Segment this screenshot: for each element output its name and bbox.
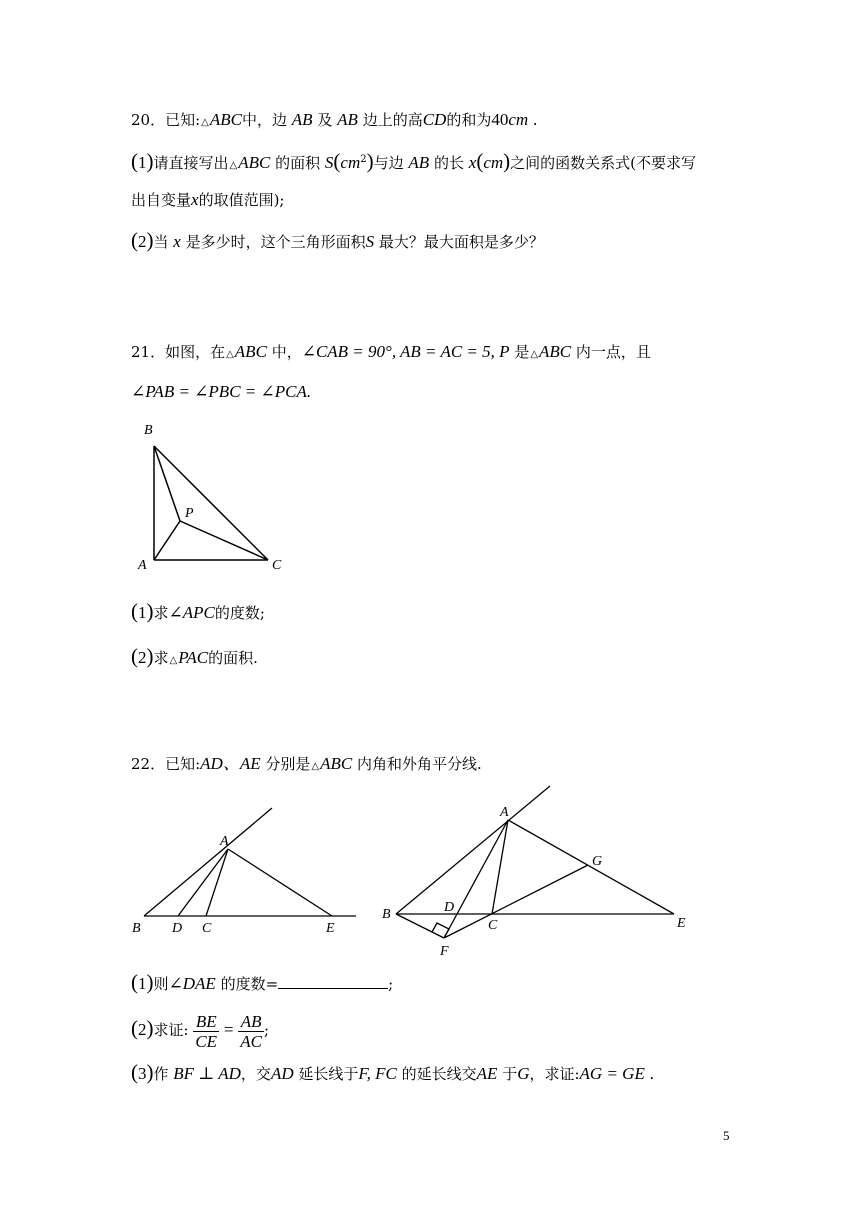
triangle-icon: △	[311, 761, 320, 772]
triangle-icon: △	[229, 160, 238, 171]
triangle-icon: △	[201, 117, 209, 128]
figure-22-right	[380, 784, 700, 959]
fraction-ab-ac: $\frac{AB}{AC}$	[240, 1011, 262, 1051]
segment-ac	[206, 849, 228, 916]
q22-part1: (1)则∠DAE 的度数= ;	[131, 970, 394, 994]
q21-line2: ∠PAB = ∠PBC = ∠PCA.	[131, 382, 312, 401]
segment-ae	[508, 820, 674, 914]
q20-part2: (2)当 x 是多少时，这个三角形面积S 最大？最大面积是多少？	[131, 228, 544, 252]
segment-fg	[444, 865, 588, 938]
answer-blank[interactable]	[278, 974, 388, 989]
label-b: B	[144, 423, 153, 438]
ray-ba-extended	[144, 808, 272, 916]
label-f: F	[440, 944, 449, 959]
figure-22-left	[128, 808, 368, 938]
label-d: D	[172, 921, 183, 936]
segment-bf	[396, 914, 444, 938]
tri-abc: ABC	[209, 110, 242, 129]
q21-part2: (2)求△PAC的面积.	[131, 644, 258, 668]
page-number: 5	[723, 1128, 730, 1143]
triangle-icon: △	[226, 349, 234, 360]
label-b: B	[132, 921, 141, 936]
segment-ad	[178, 849, 228, 916]
label-c: C	[272, 558, 282, 573]
label-b: B	[382, 907, 391, 922]
q22-part3: (3)作 BF ⊥ AD，交AD 延长线于F, FC 的延长线交AE 于G，求证:AG = GE .	[131, 1060, 654, 1084]
q21-stem: 21．如图，在△ABC 中，∠CAB = 90°, AB = AC = 5, P 是△ABC 内一点，且	[131, 342, 651, 361]
fraction-be-ce: $\frac{BE}{CE}$	[195, 1011, 218, 1051]
triangle-icon: △	[530, 349, 539, 360]
q20-stem: 20．已知:△ABC中，边 AB 及 AB 边上的高CD的和为40cm .	[131, 110, 538, 129]
label-e: E	[677, 916, 686, 931]
figure-21	[130, 418, 300, 578]
ray-ba-extended	[396, 786, 550, 914]
q21-part1: (1)求∠APC的度数;	[131, 599, 265, 623]
label-d: D	[444, 900, 455, 915]
label-c: C	[488, 918, 498, 933]
q20-part1-line2: 出自变量x的取值范围);	[131, 190, 285, 209]
label-g: G	[592, 854, 603, 869]
segment-bp	[154, 446, 180, 521]
q22-part2: (2)求证: $\frac{BE}{CE}$ = $\frac{AB}{AC}$ ;	[131, 1011, 270, 1051]
segment-ap	[154, 521, 180, 560]
q20-prefix: 20．已知:	[131, 111, 201, 129]
label-a: A	[138, 558, 147, 573]
q20-part1: (1)请直接写出△ABC 的面积 $S(cm^2)$与边 AB 的长 x(cm)之间的函数关系式(不要求写	[131, 149, 696, 173]
q22-stem: 22．已知:AD、AE 分别是△ABC 内角和外角平分线.	[131, 754, 482, 773]
label-e: E	[326, 921, 335, 936]
label-c: C	[202, 921, 212, 936]
label-a: A	[220, 834, 229, 849]
segment-ae	[228, 849, 332, 916]
segment-pc	[180, 521, 268, 560]
label-a: A	[500, 805, 509, 820]
segment-bc	[154, 446, 268, 560]
label-p: P	[185, 506, 194, 521]
triangle-icon: △	[169, 655, 178, 666]
